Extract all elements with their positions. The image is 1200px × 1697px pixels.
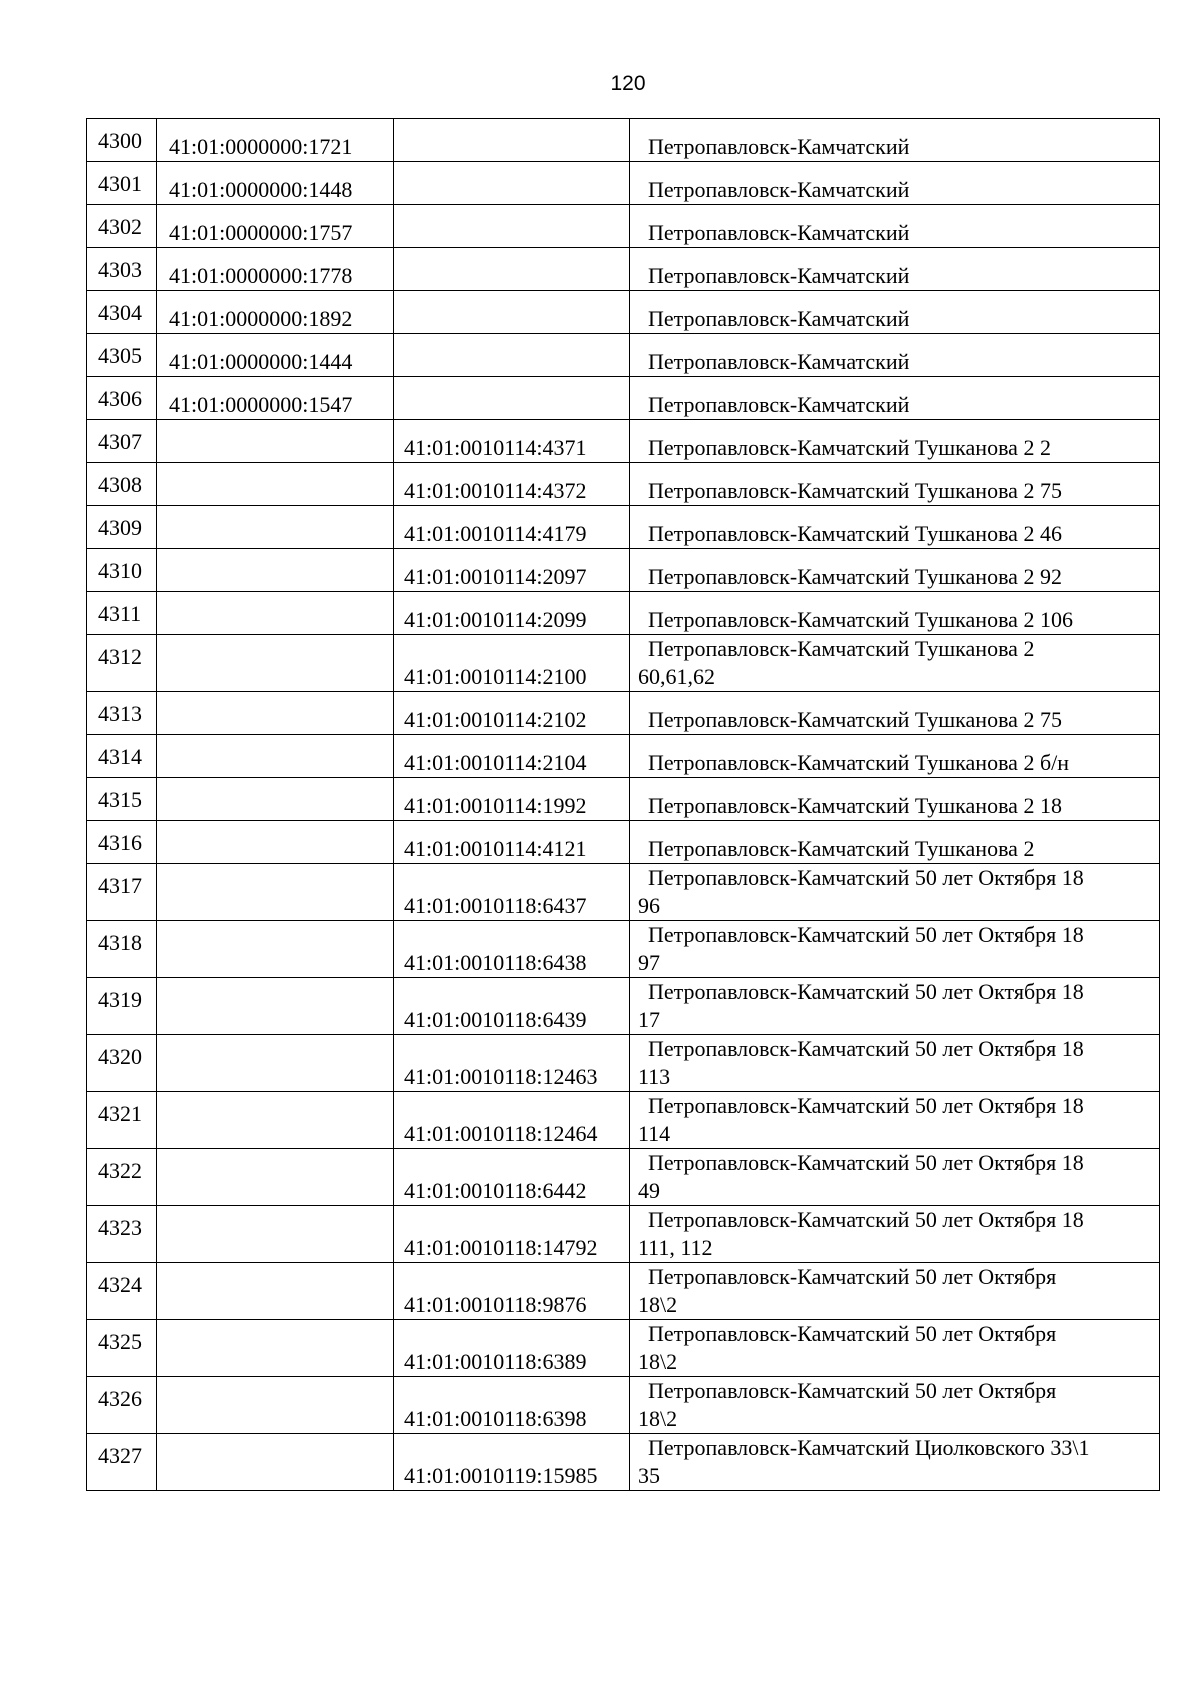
address-line-continued: 113 — [638, 1064, 671, 1089]
cadastral-number-cell — [157, 1206, 394, 1263]
row-number-cell: 4317 — [87, 864, 157, 921]
cadastral-number-cell — [157, 420, 394, 463]
address-cell — [630, 1320, 1160, 1377]
address-line-continued: 60,61,62 — [638, 664, 715, 689]
parent-cadastral-number-cell — [394, 162, 630, 205]
cadastral-number-cell — [157, 1035, 394, 1092]
table-row — [87, 692, 1160, 735]
address-cell — [630, 205, 1160, 248]
address-cell — [630, 248, 1160, 291]
parent-cadastral-number-cell — [394, 377, 630, 420]
address-line: Петропавловск-Камчатский Тушканова 2 106 — [648, 607, 1073, 632]
cadastral-number-cell: 41:01:0000000:1721 — [157, 119, 394, 162]
address-cell — [630, 1092, 1160, 1149]
address-cell — [630, 1035, 1160, 1092]
address-line: Петропавловск-Камчатский 50 лет Октября 18 — [648, 1093, 1084, 1118]
address-cell — [630, 978, 1160, 1035]
address-cell — [630, 921, 1160, 978]
address-line: Петропавловск-Камчатский 50 лет Октября — [648, 1321, 1057, 1346]
address-cell — [630, 1206, 1160, 1263]
parent-cadastral-number-cell — [394, 119, 630, 162]
address-line: Петропавловск-Камчатский Тушканова 2 б/н — [648, 750, 1070, 775]
address-cell — [630, 506, 1160, 549]
address-line: Петропавловск-Камчатский 50 лет Октября — [648, 1264, 1057, 1289]
cadastral-number-cell — [157, 1149, 394, 1206]
table-row — [87, 821, 1160, 864]
address-cell — [630, 821, 1160, 864]
parent-cadastral-number-cell: 41:01:0010114:2100 — [394, 635, 630, 692]
table-row — [87, 549, 1160, 592]
cadastral-number-cell — [157, 735, 394, 778]
address-cell — [630, 592, 1160, 635]
table-row — [87, 778, 1160, 821]
address-cell — [630, 1377, 1160, 1434]
address-line: Петропавловск-Камчатский Циолковского 33\1 — [648, 1435, 1090, 1460]
cadastral-number-cell — [157, 1263, 394, 1320]
address-line: Петропавловск-Камчатский 50 лет Октября 18 — [648, 1150, 1084, 1175]
cadastral-number-cell — [157, 549, 394, 592]
address-line-continued: 17 — [638, 1007, 660, 1032]
address-line: Петропавловск-Камчатский Тушканова 2 18 — [648, 793, 1062, 818]
row-number-cell: 4326 — [87, 1377, 157, 1434]
address-cell — [630, 291, 1160, 334]
row-number-cell: 4312 — [87, 635, 157, 692]
address-line: Петропавловск-Камчатский — [648, 220, 910, 245]
row-number-cell: 4318 — [87, 921, 157, 978]
cadastral-number-cell: 41:01:0000000:1757 — [157, 205, 394, 248]
cadastral-number-cell — [157, 821, 394, 864]
cadastral-number-cell: 41:01:0000000:1444 — [157, 334, 394, 377]
row-number-cell: 4301 — [87, 162, 157, 205]
cadastral-number-cell: 41:01:0000000:1892 — [157, 291, 394, 334]
parent-cadastral-number-cell: 41:01:0010118:6439 — [394, 978, 630, 1035]
cadastral-number-cell: 41:01:0000000:1448 — [157, 162, 394, 205]
row-number-cell: 4309 — [87, 506, 157, 549]
address-line-continued: 35 — [638, 1463, 660, 1488]
parent-cadastral-number-cell: 41:01:0010118:6389 — [394, 1320, 630, 1377]
address-cell — [630, 635, 1160, 692]
cadastral-number-cell — [157, 1434, 394, 1491]
row-number-cell: 4315 — [87, 778, 157, 821]
table-row — [87, 463, 1160, 506]
cadastral-number-cell — [157, 506, 394, 549]
row-number-cell: 4321 — [87, 1092, 157, 1149]
cadastral-number-cell — [157, 1320, 394, 1377]
address-cell — [630, 1149, 1160, 1206]
address-line-continued: 97 — [638, 950, 660, 975]
address-cell — [630, 692, 1160, 735]
address-line: Петропавловск-Камчатский 50 лет Октября 18 — [648, 922, 1084, 947]
address-cell — [630, 549, 1160, 592]
row-number-cell: 4323 — [87, 1206, 157, 1263]
row-number-cell: 4308 — [87, 463, 157, 506]
table-row — [87, 162, 1160, 205]
address-line: Петропавловск-Камчатский Тушканова 2 — [648, 836, 1035, 861]
row-number-cell: 4313 — [87, 692, 157, 735]
address-line-continued: 114 — [638, 1121, 671, 1146]
row-number-cell: 4324 — [87, 1263, 157, 1320]
address-line: Петропавловск-Камчатский 50 лет Октября — [648, 1378, 1057, 1403]
cadastral-number-cell — [157, 692, 394, 735]
address-cell — [630, 1263, 1160, 1320]
address-line: Петропавловск-Камчатский Тушканова 2 75 — [648, 707, 1062, 732]
cadastral-number-cell — [157, 778, 394, 821]
parent-cadastral-number-cell — [394, 291, 630, 334]
cadastral-number-cell — [157, 635, 394, 692]
register-table — [86, 118, 1160, 1491]
address-line: Петропавловск-Камчатский Тушканова 2 — [648, 636, 1035, 661]
parent-cadastral-number-cell: 41:01:0010118:9876 — [394, 1263, 630, 1320]
address-line: Петропавловск-Камчатский Тушканова 2 92 — [648, 564, 1062, 589]
parent-cadastral-number-cell: 41:01:0010114:4372 — [394, 463, 630, 506]
address-line: Петропавловск-Камчатский Тушканова 2 75 — [648, 478, 1062, 503]
address-cell — [630, 119, 1160, 162]
address-cell — [630, 463, 1160, 506]
row-number-cell: 4311 — [87, 592, 157, 635]
address-line-continued: 18\2 — [638, 1349, 678, 1374]
table-row — [87, 735, 1160, 778]
row-number-cell: 4303 — [87, 248, 157, 291]
parent-cadastral-number-cell: 41:01:0010118:12463 — [394, 1035, 630, 1092]
row-number-cell: 4302 — [87, 205, 157, 248]
cadastral-number-cell — [157, 1377, 394, 1434]
address-cell — [630, 334, 1160, 377]
parent-cadastral-number-cell: 41:01:0010118:14792 — [394, 1206, 630, 1263]
address-line: Петропавловск-Камчатский — [648, 263, 910, 288]
row-number-cell: 4305 — [87, 334, 157, 377]
cadastral-number-cell — [157, 463, 394, 506]
address-line-continued: 49 — [638, 1178, 660, 1203]
address-line: Петропавловск-Камчатский — [648, 177, 910, 202]
parent-cadastral-number-cell: 41:01:0010118:6398 — [394, 1377, 630, 1434]
parent-cadastral-number-cell: 41:01:0010118:6437 — [394, 864, 630, 921]
address-line: Петропавловск-Камчатский 50 лет Октября 18 — [648, 865, 1084, 890]
row-number-cell: 4304 — [87, 291, 157, 334]
parent-cadastral-number-cell: 41:01:0010114:1992 — [394, 778, 630, 821]
parent-cadastral-number-cell — [394, 248, 630, 291]
register-body — [87, 119, 1160, 1491]
parent-cadastral-number-cell: 41:01:0010114:2104 — [394, 735, 630, 778]
row-number-cell: 4310 — [87, 549, 157, 592]
table-row — [87, 1149, 1160, 1206]
table-row — [87, 921, 1160, 978]
table-row — [87, 1035, 1160, 1092]
address-cell — [630, 162, 1160, 205]
parent-cadastral-number-cell: 41:01:0010114:4121 — [394, 821, 630, 864]
parent-cadastral-number-cell: 41:01:0010114:2102 — [394, 692, 630, 735]
parent-cadastral-number-cell — [394, 334, 630, 377]
table-row — [87, 592, 1160, 635]
cadastral-number-cell: 41:01:0000000:1547 — [157, 377, 394, 420]
address-line: Петропавловск-Камчатский — [648, 392, 910, 417]
address-line: Петропавловск-Камчатский 50 лет Октября 18 — [648, 1036, 1084, 1061]
parent-cadastral-number-cell: 41:01:0010114:4179 — [394, 506, 630, 549]
table-row — [87, 248, 1160, 291]
row-number-cell: 4325 — [87, 1320, 157, 1377]
row-number-cell: 4307 — [87, 420, 157, 463]
address-cell — [630, 735, 1160, 778]
row-number-cell: 4322 — [87, 1149, 157, 1206]
address-cell — [630, 377, 1160, 420]
table-row — [87, 864, 1160, 921]
address-line-continued: 18\2 — [638, 1406, 678, 1431]
row-number-cell: 4316 — [87, 821, 157, 864]
cadastral-number-cell — [157, 592, 394, 635]
table-row — [87, 1434, 1160, 1491]
row-number-cell: 4306 — [87, 377, 157, 420]
cadastral-number-cell — [157, 1092, 394, 1149]
table-row — [87, 119, 1160, 162]
address-line-continued: 111, 112 — [638, 1235, 713, 1260]
parent-cadastral-number-cell: 41:01:0010119:15985 — [394, 1434, 630, 1491]
address-cell — [630, 1434, 1160, 1491]
address-line: Петропавловск-Камчатский — [648, 306, 910, 331]
address-line-continued: 96 — [638, 893, 660, 918]
address-line: Петропавловск-Камчатский — [648, 134, 910, 159]
table-row — [87, 635, 1160, 692]
parent-cadastral-number-cell: 41:01:0010118:6438 — [394, 921, 630, 978]
row-number-cell: 4327 — [87, 1434, 157, 1491]
address-line-continued: 18\2 — [638, 1292, 678, 1317]
address-cell — [630, 864, 1160, 921]
table-row — [87, 1377, 1160, 1434]
row-number-cell: 4319 — [87, 978, 157, 1035]
table-row — [87, 1092, 1160, 1149]
parent-cadastral-number-cell: 41:01:0010114:2099 — [394, 592, 630, 635]
address-line: Петропавловск-Камчатский Тушканова 2 2 — [648, 435, 1051, 460]
table-row — [87, 506, 1160, 549]
table-row — [87, 205, 1160, 248]
row-number-cell: 4320 — [87, 1035, 157, 1092]
table-row — [87, 1206, 1160, 1263]
table-row — [87, 978, 1160, 1035]
cadastral-number-cell: 41:01:0000000:1778 — [157, 248, 394, 291]
address-line: Петропавловск-Камчатский — [648, 349, 910, 374]
table-row — [87, 291, 1160, 334]
address-line: Петропавловск-Камчатский 50 лет Октября 18 — [648, 979, 1084, 1004]
cadastral-number-cell — [157, 921, 394, 978]
table-row — [87, 377, 1160, 420]
address-cell — [630, 778, 1160, 821]
table-row — [87, 420, 1160, 463]
row-number-cell: 4314 — [87, 735, 157, 778]
row-number-cell: 4300 — [87, 119, 157, 162]
parent-cadastral-number-cell — [394, 205, 630, 248]
parent-cadastral-number-cell: 41:01:0010118:12464 — [394, 1092, 630, 1149]
parent-cadastral-number-cell: 41:01:0010118:6442 — [394, 1149, 630, 1206]
cadastral-number-cell — [157, 978, 394, 1035]
cadastral-number-cell — [157, 864, 394, 921]
table-row — [87, 1320, 1160, 1377]
page-number: 120 — [610, 72, 646, 95]
table-row — [87, 1263, 1160, 1320]
address-line: Петропавловск-Камчатский Тушканова 2 46 — [648, 521, 1062, 546]
parent-cadastral-number-cell: 41:01:0010114:2097 — [394, 549, 630, 592]
table-row — [87, 334, 1160, 377]
address-line: Петропавловск-Камчатский 50 лет Октября 18 — [648, 1207, 1084, 1232]
address-cell — [630, 420, 1160, 463]
parent-cadastral-number-cell: 41:01:0010114:4371 — [394, 420, 630, 463]
